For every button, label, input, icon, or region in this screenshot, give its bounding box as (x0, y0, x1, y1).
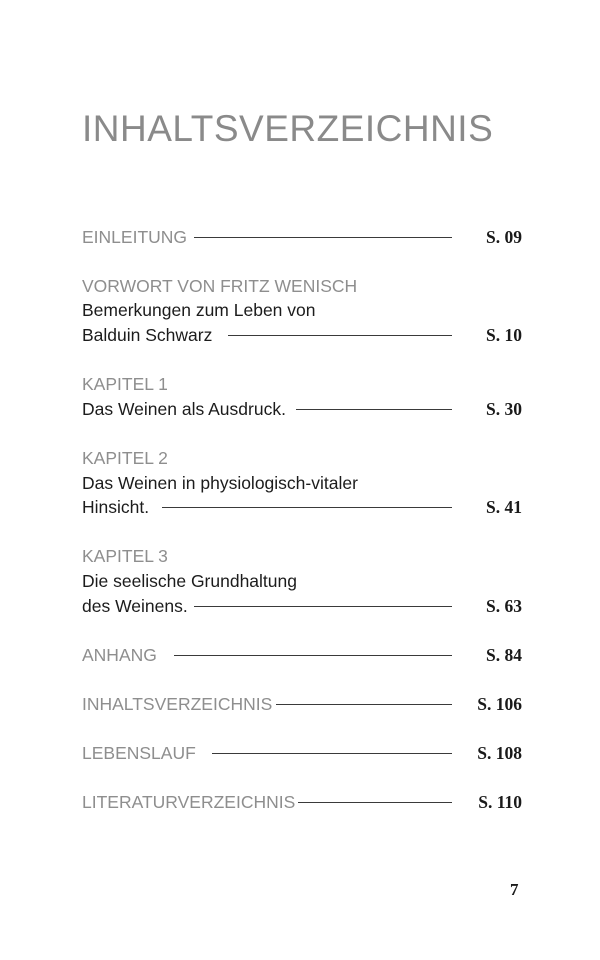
toc-text-row (82, 471, 522, 495)
toc-heading: VORWORT VON FRITZ WENISCH (82, 274, 360, 298)
toc-heading: KAPITEL 1 (82, 372, 171, 396)
toc-title-line: Das Weinen in physiologisch-vitaler (82, 471, 361, 495)
toc-page-number: S. 41 (486, 497, 522, 517)
toc-page-number: S. 09 (486, 227, 522, 247)
toc-heading-row (82, 372, 522, 396)
leader-line (296, 802, 452, 803)
toc-text-row (82, 569, 522, 593)
leader-line (296, 409, 452, 410)
toc-entry-kapitel-2[interactable] (82, 495, 522, 519)
toc-heading-row (82, 446, 522, 470)
toc-heading: KAPITEL 2 (82, 446, 171, 470)
toc-page-number: S. 106 (477, 694, 522, 714)
toc-entry-anhang[interactable] (82, 643, 522, 667)
toc-heading-row (82, 544, 522, 568)
page-number: 7 (510, 880, 519, 899)
toc-heading: LITERATURVERZEICHNIS (82, 790, 298, 814)
toc-heading: EINLEITUNG (82, 225, 190, 249)
toc-entry-literaturverzeichnis[interactable] (82, 790, 522, 814)
toc-title-line: Das Weinen als Ausdruck. (82, 397, 289, 421)
leader-line (212, 753, 452, 754)
toc-page-number: S. 110 (478, 792, 522, 812)
leader-line (276, 704, 452, 705)
leader-line (162, 507, 452, 508)
toc-heading: KAPITEL 3 (82, 544, 171, 568)
toc-heading-row (82, 274, 522, 298)
toc-page-number: S. 10 (486, 325, 522, 345)
toc-entry-kapitel-3[interactable] (82, 594, 522, 618)
leader-line (228, 335, 452, 336)
toc-title-line: des Weinens. (82, 594, 191, 618)
toc-entry-lebenslauf[interactable] (82, 741, 522, 765)
toc-heading: ANHANG (82, 643, 160, 667)
leader-line (174, 655, 452, 656)
toc-entry-inhaltsverzeichnis[interactable] (82, 692, 522, 716)
toc-title-line: Hinsicht. (82, 495, 152, 519)
toc-title-line: Bemerkungen zum Leben von (82, 298, 318, 322)
leader-line (194, 237, 452, 238)
toc-heading: LEBENSLAUF (82, 741, 199, 765)
toc-page-number: S. 84 (486, 645, 522, 665)
leader-line (194, 606, 452, 607)
toc-title-line: Balduin Schwarz (82, 323, 215, 347)
toc-page-number: S. 63 (486, 596, 522, 616)
toc-text-row (82, 298, 522, 322)
toc-heading: INHALTSVERZEICHNIS (82, 692, 275, 716)
toc-entry-kapitel-1[interactable] (82, 397, 522, 421)
toc-page-number: S. 108 (477, 743, 522, 763)
page-title: INHALTSVERZEICHNIS (82, 108, 494, 149)
toc-entry-einleitung[interactable] (82, 225, 522, 249)
toc-entry-vorwort[interactable] (82, 323, 522, 347)
toc-title-line: Die seelische Grundhaltung (82, 569, 300, 593)
toc-page-number: S. 30 (486, 399, 522, 419)
